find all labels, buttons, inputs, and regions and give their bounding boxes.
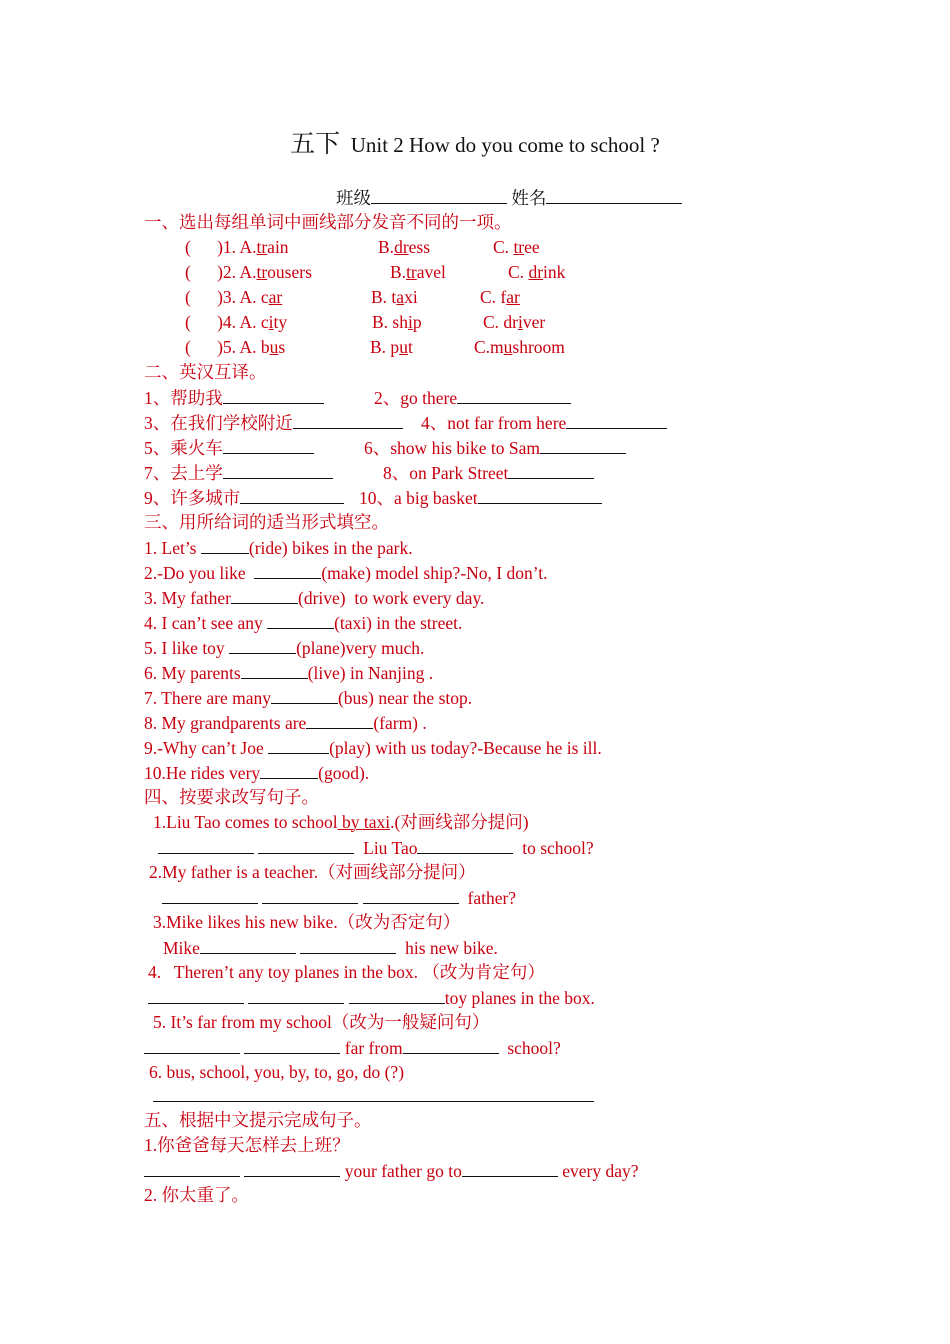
underlined-part: tr: [513, 237, 525, 257]
underlined-part: ar: [268, 287, 283, 307]
s2-item-8: [383, 461, 594, 484]
s1-item-5-b: [370, 336, 413, 358]
answer-blank[interactable]: [260, 761, 318, 779]
s2-item-4: [421, 411, 667, 434]
s1-item-2-c: [508, 261, 565, 283]
item-text-rest: (plane)very much.: [296, 638, 425, 658]
s3-item-9: [144, 736, 602, 759]
underlined-part: u: [399, 337, 408, 357]
s4-question-1: [153, 811, 529, 833]
s1-item-3: [185, 286, 282, 308]
option-a: A. c: [239, 287, 269, 307]
option-b-rest: ess: [408, 237, 431, 257]
option-b: B.: [378, 237, 395, 257]
answer-blank[interactable]: [144, 1036, 240, 1054]
option-c: C.m: [474, 337, 504, 357]
item-text: 8、on Park Street: [383, 463, 509, 483]
option-b: B. p: [370, 337, 400, 357]
item-text: 9、许多城市: [144, 488, 241, 508]
s1-item-4-c: [483, 311, 545, 333]
item-text-rest: father?: [458, 888, 517, 908]
underlined-part: i: [268, 312, 274, 332]
page-title: [0, 124, 950, 160]
option-b: B. sh: [372, 312, 408, 332]
s4-answer-3: [163, 936, 498, 959]
answer-blank[interactable]: [417, 836, 513, 854]
s4-answer-5: [144, 1036, 561, 1059]
option-a-rest: ain: [267, 237, 289, 257]
s3-item-6: [144, 661, 433, 684]
item-text-rest: his new bike.: [396, 938, 498, 958]
option-a-rest: ty: [273, 312, 288, 332]
s1-item-1: [185, 236, 289, 258]
option-c-rest: shroom: [512, 337, 565, 357]
item-text: Liu Tao: [354, 838, 418, 858]
s2-item-7: [144, 461, 333, 484]
item-text: far from: [340, 1038, 403, 1058]
item-text-rest: (drive) to work every day.: [298, 588, 485, 608]
answer-paren: ( ): [185, 337, 223, 357]
s1-item-2-b: [390, 261, 446, 283]
answer-paren: ( ): [185, 262, 223, 282]
s1-item-4-b: [372, 311, 422, 333]
option-b-rest: avel: [416, 262, 446, 282]
s4-question-5: 5. It’s far from my school（改为一般疑问句）: [153, 1012, 490, 1032]
answer-blank[interactable]: [223, 386, 324, 404]
item-text: 1、帮助我: [144, 388, 223, 408]
answer-blank[interactable]: [363, 886, 459, 904]
underlined-part: tr: [256, 237, 268, 257]
answer-blank[interactable]: [262, 886, 358, 904]
s3-item-2: [144, 561, 548, 584]
underlined-part: tr: [406, 262, 417, 282]
item-number: 3.: [222, 287, 237, 307]
underlined-part: ar: [506, 287, 520, 307]
s4-question-2: 2.My father is a teacher.（对画线部分提问）: [149, 862, 476, 882]
s3-item-8: [144, 711, 427, 734]
s1-item-4: [185, 311, 287, 333]
answer-blank[interactable]: [200, 936, 296, 954]
underlined-part: by taxi: [337, 812, 391, 832]
answer-blank[interactable]: [306, 711, 373, 729]
answer-blank[interactable]: [244, 1159, 340, 1177]
s1-item-3-c: [480, 286, 520, 308]
item-text: 4、not far from here: [421, 413, 567, 433]
answer-blank[interactable]: [566, 411, 667, 429]
title-english: Unit 2 How do you come to school ?: [350, 133, 660, 157]
section-2-heading: 二、英汉互译。: [144, 362, 267, 382]
s2-item-2: [374, 386, 571, 409]
s2-item-6: [364, 436, 626, 459]
option-a-rest: ousers: [267, 262, 312, 282]
option-a: A. b: [239, 337, 270, 357]
answer-blank[interactable]: [240, 486, 344, 504]
name-label: 姓名: [511, 188, 547, 208]
item-text: 6、show his bike to Sam: [364, 438, 540, 458]
class-blank[interactable]: [371, 186, 507, 204]
s1-item-3-b: [371, 286, 418, 308]
item-text: 3、在我们学校附近: [144, 413, 293, 433]
option-b-rest: xi: [404, 287, 418, 307]
item-number: 4.: [222, 312, 237, 332]
answer-blank[interactable]: [229, 636, 296, 654]
student-info-row: [336, 186, 682, 209]
item-text: your father go to: [340, 1161, 462, 1181]
item-text-rest: (make) model ship?-No, I don’t.: [321, 563, 548, 583]
s5-answer-1: [144, 1159, 639, 1182]
s4-answer-6: [153, 1084, 594, 1107]
s1-item-1-c: [493, 236, 540, 258]
answer-blank[interactable]: [540, 436, 626, 454]
answer-blank[interactable]: [258, 836, 354, 854]
item-text: 10.He rides very: [144, 763, 261, 783]
item-number: 5.: [222, 337, 237, 357]
answer-blank[interactable]: [478, 486, 602, 504]
class-label: 班级: [336, 188, 371, 208]
s2-item-9: [144, 486, 344, 509]
answer-blank[interactable]: [462, 1159, 558, 1177]
answer-blank[interactable]: [300, 936, 396, 954]
s3-item-5: [144, 636, 424, 659]
s1-item-5-c: [474, 336, 565, 358]
item-number: 1.: [222, 237, 237, 257]
item-instruction: .(对画线部分提问): [390, 812, 529, 832]
item-text: Mike: [163, 938, 200, 958]
s1-item-2: [185, 261, 312, 283]
underlined-part: i: [518, 312, 523, 332]
option-c-rest: ver: [522, 312, 546, 332]
item-text-rest: (ride) bikes in the park.: [248, 538, 413, 558]
s3-item-1: [144, 536, 413, 559]
answer-blank[interactable]: [349, 986, 445, 1004]
option-a-rest: s: [278, 337, 286, 357]
option-a: A.: [239, 237, 257, 257]
section-5-heading: 五、根据中文提示完成句子。: [144, 1110, 372, 1130]
s1-item-1-b: [378, 236, 430, 258]
option-c: C. f: [480, 287, 507, 307]
item-text-rest: to school?: [513, 838, 594, 858]
s2-item-1: [144, 386, 324, 409]
item-text: 7、去上学: [144, 463, 223, 483]
s4-answer-1: [158, 836, 594, 859]
underlined-part: i: [407, 312, 413, 332]
answer-blank[interactable]: [254, 561, 321, 579]
answer-blank[interactable]: [267, 611, 334, 629]
item-text-rest: school?: [498, 1038, 561, 1058]
s3-item-7: [144, 686, 472, 709]
item-text: 5、乘火车: [144, 438, 223, 458]
name-blank[interactable]: [546, 186, 682, 204]
answer-blank[interactable]: [153, 1084, 594, 1102]
underlined-part: dr: [528, 262, 544, 282]
s4-answer-4: [148, 986, 595, 1009]
option-c: C.: [493, 237, 514, 257]
item-text-rest: (live) in Nanjing .: [307, 663, 434, 683]
answer-blank[interactable]: [241, 661, 308, 679]
answer-blank[interactable]: [158, 836, 254, 854]
section-4-heading: 四、按要求改写句子。: [144, 787, 319, 807]
answer-blank[interactable]: [231, 586, 298, 604]
answer-blank[interactable]: [223, 436, 314, 454]
answer-paren: ( ): [185, 312, 223, 332]
answer-blank[interactable]: [457, 386, 571, 404]
answer-blank[interactable]: [248, 986, 344, 1004]
s3-item-4: [144, 611, 462, 634]
underlined-part: tr: [256, 262, 268, 282]
title-chinese: 五下: [290, 131, 341, 158]
answer-blank[interactable]: [244, 1036, 340, 1054]
s2-item-10: [359, 486, 602, 509]
answer-blank[interactable]: [293, 411, 403, 429]
item-text: 1.Liu Tao comes to school: [153, 812, 338, 832]
answer-blank[interactable]: [271, 686, 338, 704]
answer-blank[interactable]: [162, 886, 258, 904]
s2-item-3: [144, 411, 403, 434]
answer-blank[interactable]: [144, 1159, 240, 1177]
s4-question-6: 6. bus, school, you, by, to, go, do (?): [149, 1062, 405, 1082]
item-text: 4. I can’t see any: [144, 613, 268, 633]
underlined-part: a: [396, 287, 405, 307]
item-text: 3. My father: [144, 588, 231, 608]
option-b-rest: p: [412, 312, 422, 332]
option-b-rest: t: [407, 337, 413, 357]
option-b: B.: [390, 262, 407, 282]
item-text: 8. My grandparents are: [144, 713, 307, 733]
s4-question-3: 3.Mike likes his new bike.（改为否定句）: [153, 912, 461, 932]
item-number: 2.: [222, 262, 237, 282]
answer-blank[interactable]: [508, 461, 594, 479]
item-text-rest: every day?: [557, 1161, 639, 1181]
answer-blank[interactable]: [268, 736, 329, 754]
item-text-rest: (good).: [318, 763, 370, 783]
s5-question-1: 1.你爸爸每天怎样去上班？: [144, 1135, 350, 1155]
item-text: 1. Let’s: [144, 538, 201, 558]
section-3-heading: 三、用所给词的适当形式填空。: [144, 512, 389, 532]
option-c-rest: ee: [524, 237, 540, 257]
underlined-part: dr: [394, 237, 409, 257]
option-a: A. c: [239, 312, 269, 332]
s4-answer-2: [162, 886, 516, 909]
item-text: 2.-Do you like: [144, 563, 255, 583]
item-text: 10、a big basket: [359, 488, 478, 508]
option-c: C.: [508, 262, 529, 282]
option-c-rest: ink: [543, 262, 566, 282]
item-text-rest: (farm) .: [373, 713, 427, 733]
item-text: 2、go there: [374, 388, 458, 408]
underlined-part: u: [503, 337, 513, 357]
item-text: 7. There are many: [144, 688, 271, 708]
answer-paren: ( ): [185, 287, 223, 307]
section-1-heading: 一、选出每组单词中画线部分发音不同的一项。: [144, 212, 512, 232]
option-a: A.: [239, 262, 257, 282]
answer-paren: ( ): [185, 237, 223, 257]
s2-item-5: [144, 436, 314, 459]
answer-blank[interactable]: [403, 1036, 499, 1054]
answer-blank[interactable]: [148, 986, 244, 1004]
s3-item-10: [144, 761, 369, 784]
item-text-rest: (taxi) in the street.: [334, 613, 463, 633]
s5-question-2: 2. 你太重了。: [144, 1185, 249, 1205]
option-b: B. t: [371, 287, 397, 307]
answer-blank[interactable]: [201, 536, 249, 554]
item-text-rest: toy planes in the box.: [444, 988, 595, 1008]
item-text-rest: (play) with us today?-Because he is ill.: [329, 738, 602, 758]
s4-question-4: 4. Theren’t any toy planes in the box. （改为肯定句）: [148, 962, 545, 982]
item-text-rest: (bus) near the stop.: [337, 688, 473, 708]
s1-item-5: [185, 336, 285, 358]
answer-blank[interactable]: [223, 461, 333, 479]
item-text: 5. I like toy: [144, 638, 230, 658]
s3-item-3: [144, 586, 484, 609]
item-text: 9.-Why can’t Joe: [144, 738, 269, 758]
option-c: C. dr: [483, 312, 518, 332]
underlined-part: u: [269, 337, 279, 357]
item-text: 6. My parents: [144, 663, 241, 683]
